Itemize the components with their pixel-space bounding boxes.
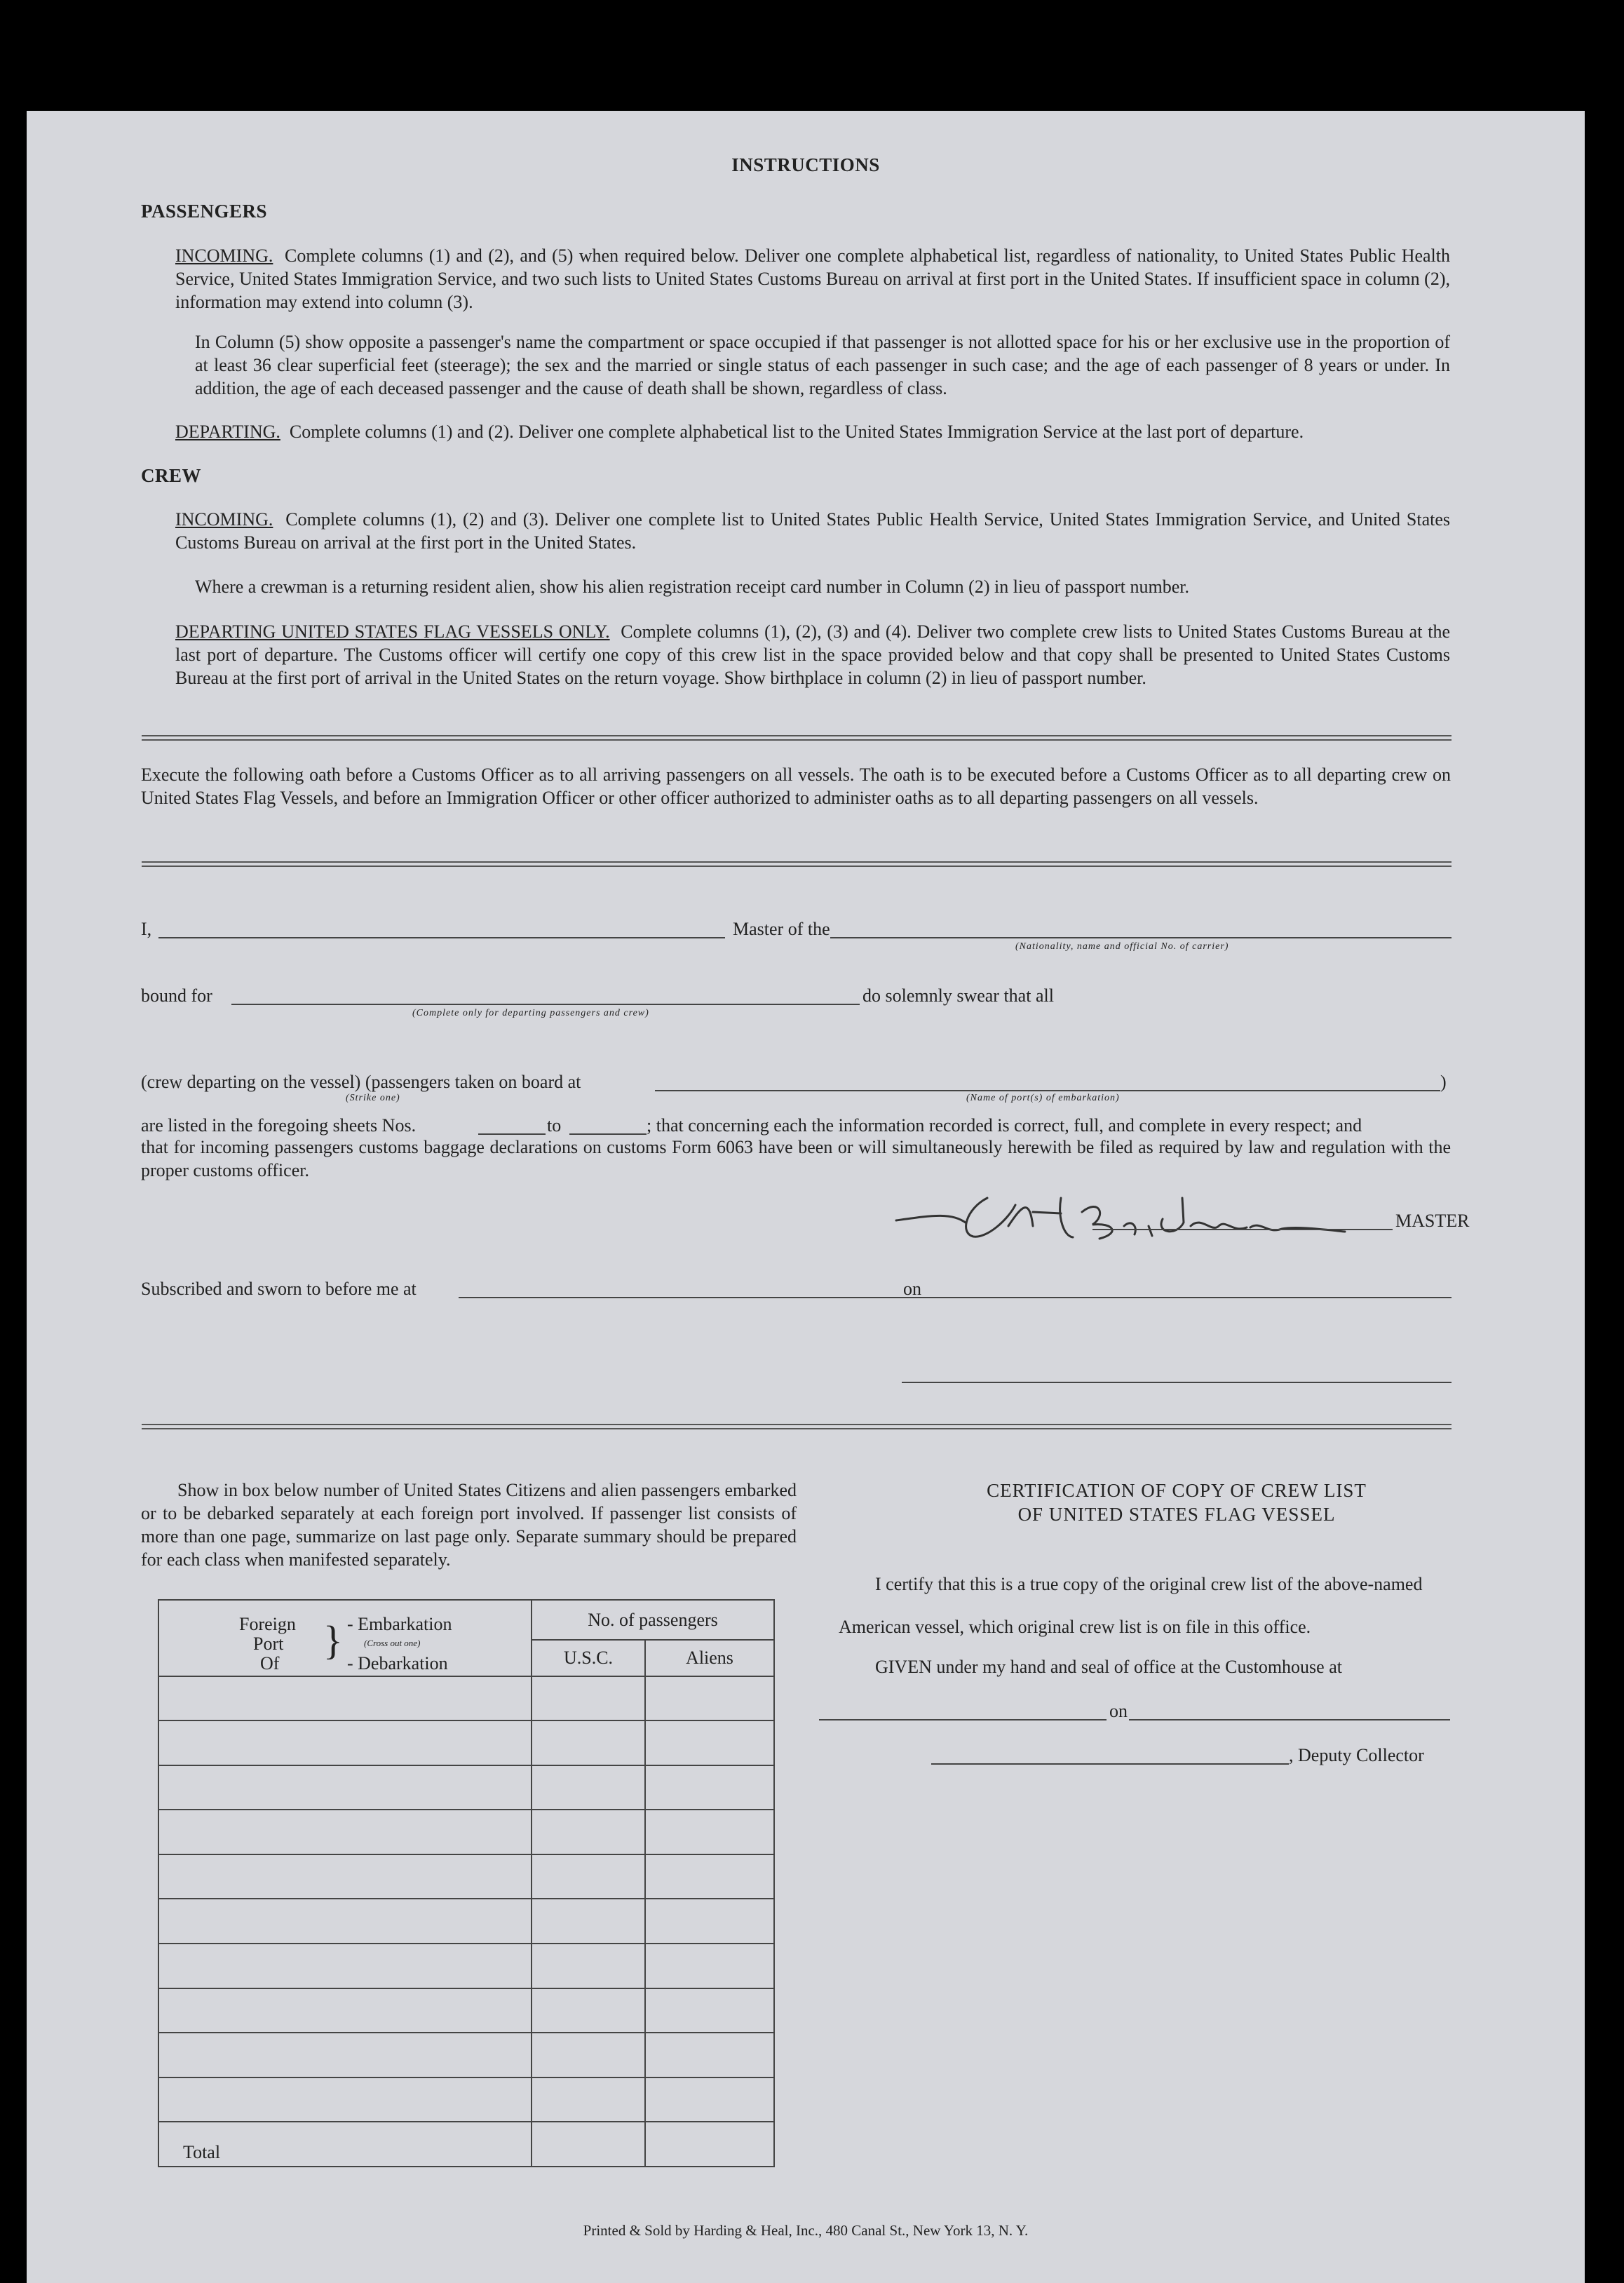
section-divider [142, 861, 1452, 867]
officer-signature-field[interactable] [902, 1382, 1452, 1383]
listed-label: are listed in the foregoing sheets Nos. [141, 1115, 417, 1136]
passengers-departing-paragraph [175, 420, 1450, 443]
table-row-port[interactable] [158, 1944, 532, 1988]
table-row-usc[interactable] [532, 1988, 645, 2033]
embarkation-ports-field[interactable] [655, 1090, 1440, 1091]
table-row-usc[interactable] [532, 1810, 645, 1854]
sheet-from-field[interactable] [478, 1133, 546, 1135]
crew-resident-paragraph: Where a crewman is a returning resident alien, show his alien registration receipt card number in Column (2) in lieu of passport number. [195, 577, 1190, 597]
close-paren: ) [1440, 1072, 1447, 1092]
passengers-column5-paragraph: In Column (5) show opposite a passenger's name the compartment or space occupied if that passenger is not allotted space for his or her exclusive use in the proportion of at least 36 clear superficial feet (steerage); the sex and the married or single status of each passenger in such case; and the age of each passenger of 8 years or under. In addition, the age of each deceased passenger and the cause of death shall be shown, regardless of class. [195, 332, 1450, 398]
bound-for-label: bound for [141, 985, 212, 1006]
table-row-aliens[interactable] [645, 1988, 774, 2033]
table-row-port[interactable] [158, 2033, 532, 2077]
bound-for-field[interactable] [231, 1004, 860, 1005]
sworn-date-field[interactable] [928, 1297, 1452, 1298]
table-row-aliens[interactable] [645, 2077, 774, 2122]
aliens-header: Aliens [645, 1640, 774, 1676]
master-signature [889, 1177, 1359, 1254]
listed-rest: that for incoming passengers customs baggage declarations on customs Form 6063 have been or will simultaneously herewith be filed as required by law and regulation with the proper customs officer. [141, 1137, 1451, 1180]
oath-i-label: I, [141, 919, 152, 939]
certification-title-line2: OF UNITED STATES FLAG VESSEL [1017, 1504, 1336, 1525]
passengers-departing-text: Complete columns (1) and (2). Deliver one complete alphabetical list to the United States Immigration Service at the last port of departure. [289, 422, 1304, 442]
debarkation-label: - Debarkation [347, 1653, 448, 1674]
given-text: GIVEN under my hand and seal of office at the Customhouse at [875, 1657, 1342, 1677]
passengers-incoming-text: Complete columns (1) and (2), and (5) when required below. Deliver one complete alphabetical list, regardless of nationality, to United States Public Health Service, United States Immigration Service, and two such lists to United States Customs Bureau on arrival at first port in the United States. If insufficient space in column (2), information may extend into column (3). [175, 245, 1451, 312]
certification-date-field[interactable] [1129, 1719, 1450, 1720]
master-label: MASTER [1395, 1211, 1470, 1231]
passenger-summary-table [158, 1599, 775, 2167]
passengers-departing-label: DEPARTING. [175, 422, 280, 442]
listed-statement: ; that concerning each the information recorded is correct, full, and complete in every respect; and [647, 1115, 1362, 1136]
table-row-usc[interactable] [532, 1899, 645, 1944]
certification-on-label: on [1109, 1701, 1128, 1721]
table-row-aliens[interactable] [645, 1676, 774, 1721]
table-row-usc[interactable] [532, 1854, 645, 1899]
passengers-incoming-label: INCOMING. [175, 245, 273, 266]
strike-hint: (Strike one) [346, 1093, 400, 1103]
sworn-place-field[interactable] [459, 1297, 928, 1298]
brace-icon: } [323, 1617, 343, 1664]
sworn-on-label: on [903, 1279, 921, 1299]
table-row-port[interactable] [158, 1988, 532, 2033]
table-row-aliens[interactable] [645, 1854, 774, 1899]
section-divider [142, 735, 1452, 741]
crew-incoming-label: INCOMING. [175, 509, 273, 530]
cross-out-hint: (Cross out one) [364, 1638, 421, 1649]
subscribed-label: Subscribed and sworn to before me at [141, 1279, 417, 1299]
table-row-port[interactable] [158, 2077, 532, 2122]
form-page [27, 111, 1585, 2283]
customhouse-field[interactable] [819, 1719, 1107, 1720]
master-of-label: Master of the [733, 919, 830, 939]
total-aliens[interactable] [645, 2122, 774, 2167]
crew-heading: CREW [141, 465, 202, 486]
printer-footer: Printed & Sold by Harding & Heal, Inc., 480 Canal St., New York 13, N. Y. [583, 2222, 1029, 2239]
master-signature-line [1092, 1229, 1393, 1230]
embarkation-label: - Embarkation [347, 1614, 452, 1635]
crew-departing-label: (crew departing on the vessel) (passengers taken on board at [141, 1072, 581, 1092]
swear-label: do solemnly swear that all [862, 985, 1054, 1006]
table-row-port[interactable] [158, 1720, 532, 1765]
deputy-collector-label: , Deputy Collector [1289, 1745, 1424, 1765]
table-row-usc[interactable] [532, 1676, 645, 1721]
table-row-aliens[interactable] [645, 1944, 774, 1988]
port-header-cell [158, 1600, 532, 1676]
certify-text: I certify that this is a true copy of the original crew list of the above-named [875, 1574, 1423, 1594]
summary-instructions: Show in box below number of United States Citizens and alien passengers embarked or to be debarked separately at each foreign port involved. If passenger list consists of more than one page, summarize on last page only. Separate summary should be prepared for each class when manifested separately. [141, 1480, 797, 1570]
master-name-field[interactable] [158, 937, 725, 938]
of-label: Of [260, 1653, 280, 1674]
listed-to-label: to [547, 1115, 562, 1136]
section-divider [142, 1424, 1452, 1429]
table-row-port[interactable] [158, 1899, 532, 1944]
ports-hint: (Name of port(s) of embarkation) [966, 1093, 1120, 1103]
passengers-heading: PASSENGERS [141, 201, 268, 222]
certify-text-2: American vessel, which original crew list is on file in this office. [839, 1617, 1311, 1637]
crew-incoming-paragraph [175, 508, 1450, 554]
crew-departing-paragraph [175, 620, 1450, 689]
total-label: Total [158, 2122, 532, 2167]
table-row-usc[interactable] [532, 2077, 645, 2122]
table-row-aliens[interactable] [645, 1765, 774, 1810]
crew-incoming-text: Complete columns (1), (2) and (3). Deliver one complete list to United States Public Health Service, United States Immigration Service, and United States Customs Bureau on arrival at the first port in the United States. [175, 509, 1450, 553]
table-row-port[interactable] [158, 1765, 532, 1810]
usc-header: U.S.C. [532, 1640, 645, 1676]
oath-intro-paragraph: Execute the following oath before a Customs Officer as to all arriving passengers on all vessels. The oath is to be executed before a Customs Officer as to all departing crew on United States Flag Vessels, and before an Immigration Officer or other officer authorized to administer oaths as to all departing passengers on all vessels. [141, 765, 1451, 808]
table-row-usc[interactable] [532, 1720, 645, 1765]
table-row-aliens[interactable] [645, 1899, 774, 1944]
passengers-incoming-paragraph [175, 244, 1450, 314]
table-row-aliens[interactable] [645, 1720, 774, 1765]
no-passengers-header: No. of passengers [532, 1600, 774, 1640]
deputy-signature-field[interactable] [931, 1763, 1289, 1765]
crew-departing-label: DEPARTING UNITED STATES FLAG VESSELS ONLY. [175, 621, 610, 642]
page-title: INSTRUCTIONS [731, 154, 880, 175]
table-row-aliens[interactable] [645, 1810, 774, 1854]
table-row-usc[interactable] [532, 2033, 645, 2077]
crew-departing-text: Complete columns (1), (2), (3) and (4). Deliver two complete crew lists to United States Customs Bureau at the last port of departure. The Customs officer will certify one copy of this crew list in the space provided below and that copy shall be presented to United States Customs Bureau at the first port of arrival in the United States on the return voyage. Show birthplace in column (2) in lieu of passport number. [175, 621, 1451, 688]
table-row-port[interactable] [158, 1854, 532, 1899]
table-row-port[interactable] [158, 1810, 532, 1854]
table-row-port[interactable] [158, 1676, 532, 1721]
certification-title [826, 1479, 1527, 1526]
table-row-usc[interactable] [532, 1944, 645, 1988]
total-usc[interactable] [532, 2122, 645, 2167]
foreign-label: Foreign [239, 1614, 296, 1635]
certification-title-line1: CERTIFICATION OF COPY OF CREW LIST [987, 1480, 1367, 1501]
port-label: Port [253, 1634, 284, 1655]
complete-hint: (Complete only for departing passengers and crew) [412, 1008, 649, 1018]
table-row-usc[interactable] [532, 1765, 645, 1810]
nationality-hint: (Nationality, name and official No. of carrier) [1015, 941, 1229, 952]
sheet-to-field[interactable] [569, 1133, 647, 1135]
table-row-aliens[interactable] [645, 2033, 774, 2077]
carrier-field[interactable] [830, 937, 1452, 938]
